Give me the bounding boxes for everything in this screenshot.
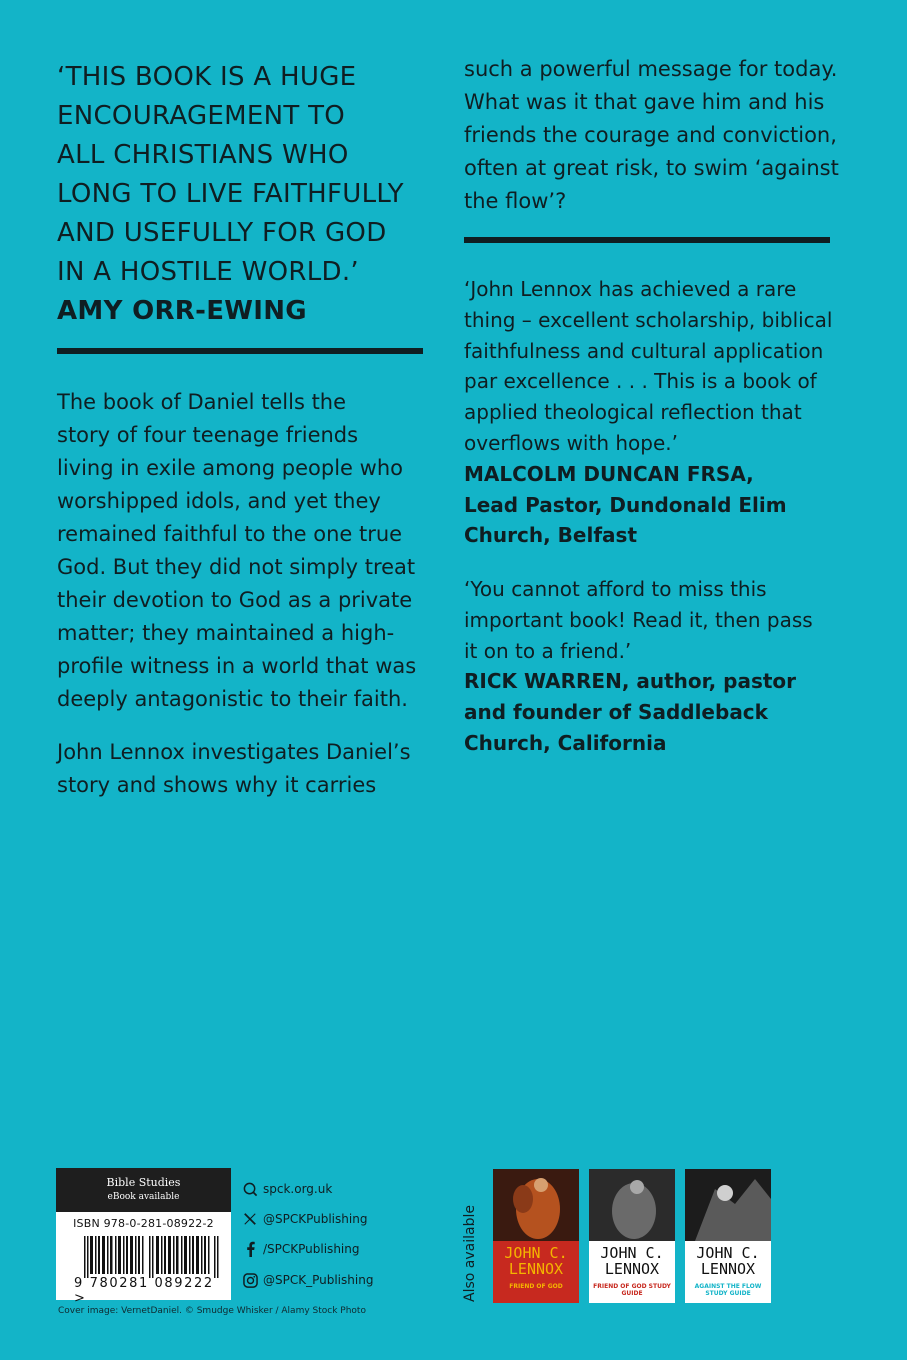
- cover-artwork: [589, 1169, 675, 1241]
- text-line: thing – excellent scholarship, biblical: [464, 307, 833, 332]
- text-line: JOHN C.: [504, 1244, 568, 1262]
- text-line: LENNOX: [700, 1260, 756, 1278]
- barcode-digits: 9 780281 089222 >: [74, 1276, 214, 1306]
- endorsement-attribution: Lead Pastor, Dundonald Elim: [464, 492, 787, 517]
- text-line: story and shows why it carries: [57, 773, 377, 797]
- description-paragraph: [57, 736, 437, 802]
- pull-quote-line: ENCOURAGEMENT TO: [57, 101, 346, 131]
- cover-artwork: [493, 1169, 579, 1241]
- text-line: faithfulness and cultural application: [464, 338, 824, 363]
- text-line: deeply antagonistic to their faith.: [57, 687, 408, 711]
- text-line: LENNOX: [508, 1260, 564, 1278]
- cover-artwork: [685, 1169, 771, 1241]
- book-cover-against-the-flow-study-guide[interactable]: [685, 1169, 771, 1303]
- facebook-icon: [242, 1241, 258, 1257]
- book-cover-friend-of-god-study-guide[interactable]: [589, 1169, 675, 1303]
- text-line: The book of Daniel tells the: [57, 390, 347, 414]
- text-line: profile witness in a world that was: [57, 654, 417, 678]
- endorsement: [464, 274, 864, 551]
- pull-quote-line: IN A HOSTILE WORLD.’: [57, 257, 359, 287]
- social-link-text: @SPCKPublishing: [263, 1212, 368, 1226]
- pull-quote: [57, 58, 437, 331]
- text-line: story of four teenage friends: [57, 423, 359, 447]
- endorsement-attribution: and founder of Saddleback: [464, 700, 768, 725]
- text-line: living in exile among people who: [57, 456, 403, 480]
- social-link-text: @SPCK_Publishing: [263, 1273, 374, 1287]
- book-author: [589, 1245, 675, 1277]
- description-left: [57, 386, 437, 822]
- social-link-text: spck.org.uk: [263, 1182, 333, 1196]
- description-right: [464, 53, 864, 218]
- category-label: Bible Studies: [106, 1176, 181, 1189]
- book-cover-friend-of-god[interactable]: [493, 1169, 579, 1303]
- x-icon: [242, 1211, 258, 1227]
- endorsement-attribution: RICK WARREN, author, pastor: [464, 669, 797, 694]
- barcode: [84, 1236, 224, 1278]
- social-link-website[interactable]: [242, 1181, 332, 1197]
- social-link-facebook[interactable]: [242, 1241, 359, 1257]
- endorsement-attribution: MALCOLM DUNCAN FRSA,: [464, 461, 754, 486]
- book-subtitle: FRIEND OF GOD: [509, 1283, 563, 1290]
- book-author: [493, 1245, 579, 1277]
- social-link-text: /SPCKPublishing: [263, 1242, 360, 1256]
- text-line: the flow’?: [464, 189, 567, 213]
- divider: [464, 237, 830, 243]
- text-line: What was it that gave him and his: [464, 90, 825, 114]
- isbn-text: ISBN 978-0-281-08922-2: [73, 1217, 214, 1230]
- image-credit: Cover image: VernetDaniel. © Smudge Whisker / Alamy Stock Photo: [58, 1306, 366, 1316]
- ebook-label: eBook available: [107, 1192, 180, 1202]
- text-line: par excellence . . . This is a book of: [464, 369, 817, 394]
- endorsement-attribution: Church, California: [464, 730, 667, 755]
- text-line: such a powerful message for today.: [464, 57, 838, 81]
- pull-quote-line: LONG TO LIVE FAITHFULLY: [57, 179, 404, 209]
- social-link-instagram[interactable]: [242, 1272, 373, 1288]
- barcode-box: [56, 1168, 231, 1306]
- text-line: remained faithful to the one true: [57, 522, 403, 546]
- text-line: matter; they maintained a high-: [57, 621, 395, 645]
- text-line: John Lennox investigates Daniel’s: [57, 740, 411, 764]
- social-link-x[interactable]: [242, 1211, 367, 1227]
- text-line: JOHN C.: [696, 1244, 760, 1262]
- text-line: important book! Read it, then pass: [464, 607, 813, 632]
- text-line: applied theological reflection that: [464, 400, 802, 425]
- barcode-header: [56, 1168, 231, 1212]
- text-line: it on to a friend.’: [464, 638, 632, 663]
- text-line: often at great risk, to swim ‘against: [464, 156, 839, 180]
- text-line: friends the courage and conviction,: [464, 123, 837, 147]
- text-line: their devotion to God as a private: [57, 588, 413, 612]
- text-line: ‘You cannot afford to miss this: [464, 577, 767, 601]
- pull-quote-line: ‘THIS BOOK IS A HUGE: [57, 62, 357, 92]
- endorsement: [464, 574, 864, 759]
- text-line: worshipped idols, and yet they: [57, 489, 381, 513]
- pull-quote-line: ALL CHRISTIANS WHO: [57, 140, 349, 170]
- pull-quote-author: AMY ORR-EWING: [57, 296, 307, 326]
- book-author: [685, 1245, 771, 1277]
- instagram-icon: [242, 1272, 258, 1288]
- text-line: overflows with hope.’: [464, 430, 678, 455]
- book-subtitle: AGAINST THE FLOW STUDY GUIDE: [694, 1283, 762, 1297]
- text-line: JOHN C.: [600, 1244, 664, 1262]
- pull-quote-line: AND USEFULLY FOR GOD: [57, 218, 387, 248]
- search-icon: [242, 1181, 258, 1197]
- also-available-label: Also available: [462, 1205, 478, 1302]
- endorsement-attribution: Church, Belfast: [464, 523, 637, 548]
- text-line: God. But they did not simply treat: [57, 555, 416, 579]
- text-line: ‘John Lennox has achieved a rare: [464, 277, 797, 301]
- text-line: LENNOX: [604, 1260, 660, 1278]
- divider: [57, 348, 423, 354]
- description-paragraph: [57, 386, 437, 716]
- book-subtitle: FRIEND OF GOD STUDY GUIDE: [593, 1283, 671, 1297]
